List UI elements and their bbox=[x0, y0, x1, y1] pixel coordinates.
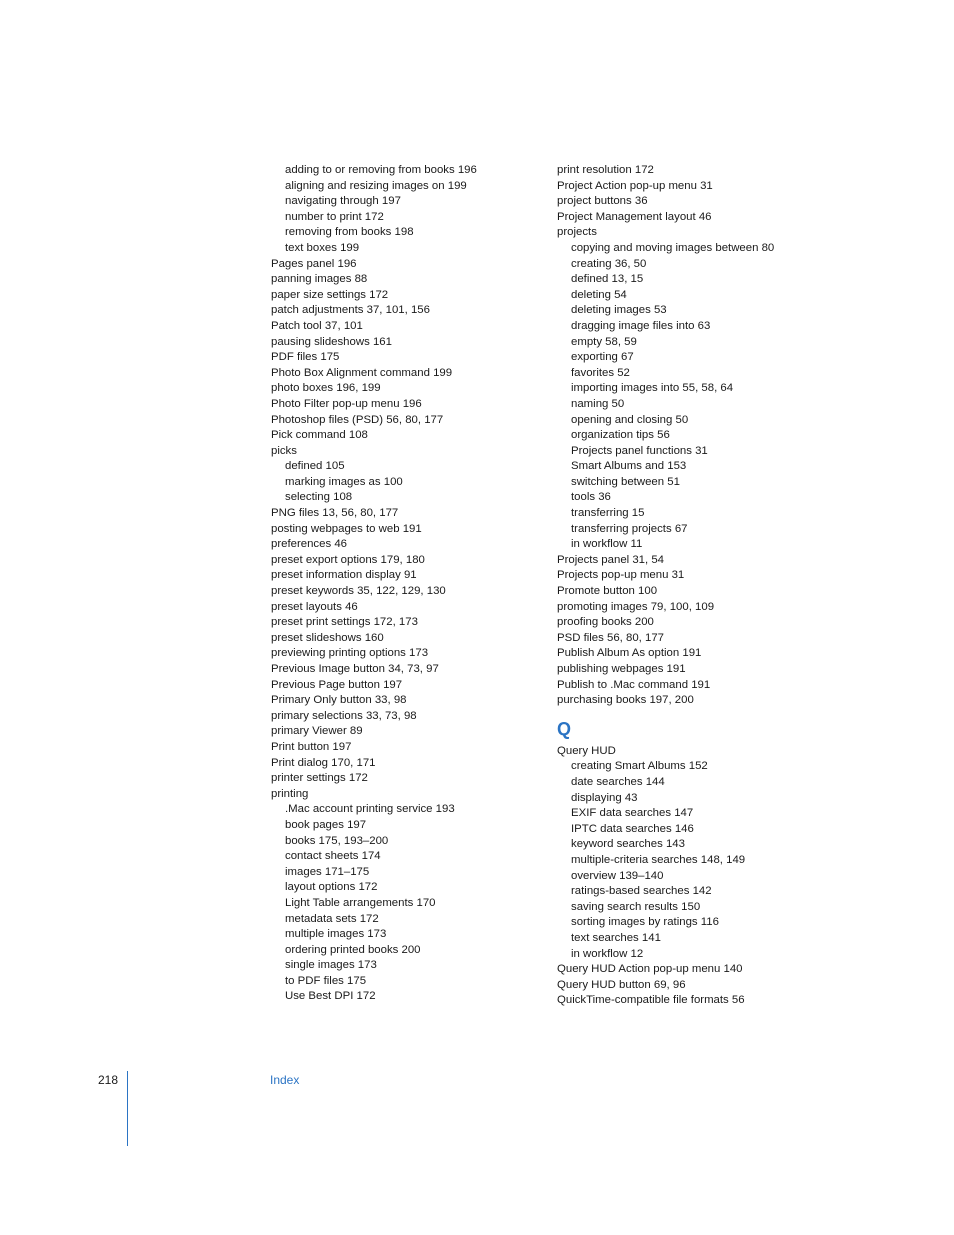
index-subentry: adding to or removing from books 196 bbox=[285, 164, 477, 176]
index-subentry: overview 139–140 bbox=[571, 869, 664, 882]
index-entry: PSD files 56, 80, 177 bbox=[557, 631, 665, 644]
index-entry: patch adjustments 37, 101, 156 bbox=[271, 304, 430, 317]
footer-rule bbox=[127, 1071, 128, 1146]
index-entry: preset keywords 35, 122, 129, 130 bbox=[271, 585, 446, 598]
index-subentry: transferring projects 67 bbox=[571, 522, 688, 535]
index-entry: picks bbox=[271, 444, 297, 457]
index-entry: posting webpages to web 191 bbox=[271, 522, 422, 535]
index-entry: Project Management layout 46 bbox=[557, 210, 712, 223]
index-subentry: EXIF data searches 147 bbox=[571, 807, 694, 820]
index-entry: proofing books 200 bbox=[557, 616, 654, 629]
index-subentry: number to print 172 bbox=[285, 210, 384, 223]
index-entry: project buttons 36 bbox=[557, 195, 648, 208]
index-section-p bbox=[557, 163, 857, 709]
index-entry: primary Viewer 89 bbox=[271, 725, 363, 738]
index-entry: QuickTime-compatible file formats 56 bbox=[557, 994, 745, 1007]
page-number: 218 bbox=[98, 1073, 119, 1087]
index-subentry: marking images as 100 bbox=[285, 475, 403, 488]
index-entry: preset slideshows 160 bbox=[271, 631, 384, 644]
index-subentry: organization tips 56 bbox=[571, 429, 670, 442]
index-subentry: images 171–175 bbox=[285, 865, 370, 878]
index-subentry: Light Table arrangements 170 bbox=[285, 896, 436, 909]
index-subentry: multiple images 173 bbox=[285, 928, 387, 941]
index-entry: Projects panel 31, 54 bbox=[557, 553, 665, 566]
index-entry: promoting images 79, 100, 109 bbox=[557, 600, 715, 613]
index-subentry: dragging image files into 63 bbox=[571, 319, 711, 332]
index-entry: Publish Album As option 191 bbox=[557, 647, 702, 660]
index-entry: pausing slideshows 161 bbox=[271, 335, 392, 348]
index-entry: printing bbox=[271, 787, 309, 800]
index-entry: Projects pop-up menu 31 bbox=[557, 569, 685, 582]
index-subentry: saving search results 150 bbox=[571, 900, 701, 913]
index-entry: PDF files 175 bbox=[271, 351, 340, 364]
index-entry: photo boxes 196, 199 bbox=[271, 382, 381, 395]
index-entry: Primary Only button 33, 98 bbox=[271, 694, 407, 707]
index-entry: panning images 88 bbox=[271, 273, 368, 286]
index-subentry: tools 36 bbox=[571, 491, 611, 504]
index-entry: printer settings 172 bbox=[271, 772, 368, 785]
index-entry: Photo Box Alignment command 199 bbox=[271, 366, 453, 379]
index-entry: preferences 46 bbox=[271, 538, 347, 551]
index-entry: preset export options 179, 180 bbox=[271, 553, 425, 566]
footer-section-label: Index bbox=[270, 1073, 300, 1087]
index-section-q bbox=[557, 744, 857, 1009]
index-entry: primary selections 33, 73, 98 bbox=[271, 709, 417, 722]
index-subentry: in workflow 12 bbox=[571, 947, 644, 960]
index-entry: Query HUD button 69, 96 bbox=[557, 978, 686, 991]
index-entry: print resolution 172 bbox=[557, 164, 654, 176]
index-subentry: layout options 172 bbox=[285, 881, 378, 894]
index-entry: Photoshop files (PSD) 56, 80, 177 bbox=[271, 413, 444, 426]
index-subentry: empty 58, 59 bbox=[571, 335, 637, 348]
index-entry: Query HUD bbox=[557, 744, 616, 757]
index-subentry: aligning and resizing images on 199 bbox=[285, 179, 467, 192]
index-entry: Photo Filter pop-up menu 196 bbox=[271, 397, 422, 410]
index-entry: Previous Image button 34, 73, 97 bbox=[271, 663, 439, 675]
index-entry: Query HUD Action pop-up menu 140 bbox=[557, 963, 743, 976]
index-entry: previewing printing options 173 bbox=[271, 647, 429, 660]
index-subentry: in workflow 11 bbox=[571, 538, 643, 551]
index-subentry: switching between 51 bbox=[571, 475, 680, 488]
index-subentry: Use Best DPI 172 bbox=[285, 990, 376, 1003]
index-entry: publishing webpages 191 bbox=[557, 663, 686, 675]
index-entry: preset information display 91 bbox=[271, 569, 417, 582]
index-entry: Patch tool 37, 101 bbox=[271, 319, 363, 332]
index-entry: Publish to .Mac command 191 bbox=[557, 678, 711, 691]
index-subentry: exporting 67 bbox=[571, 351, 634, 364]
index-entry: Previous Page button 197 bbox=[271, 678, 403, 691]
index-subentry: opening and closing 50 bbox=[571, 413, 689, 426]
index-entry: Promote button 100 bbox=[557, 585, 658, 598]
index-subentry: ratings-based searches 142 bbox=[571, 885, 712, 898]
index-subentry: contact sheets 174 bbox=[285, 850, 381, 863]
index-subentry: deleting images 53 bbox=[571, 304, 667, 317]
index-subentry: metadata sets 172 bbox=[285, 912, 379, 925]
index-subentry: transferring 15 bbox=[571, 507, 645, 520]
index-column-left bbox=[271, 163, 551, 1005]
index-subentry: navigating through 197 bbox=[285, 195, 401, 208]
index-subentry: naming 50 bbox=[571, 397, 625, 410]
index-entry: projects bbox=[557, 226, 597, 239]
index-subentry: date searches 144 bbox=[571, 775, 665, 788]
index-subentry: keyword searches 143 bbox=[571, 838, 685, 851]
index-subentry: creating Smart Albums 152 bbox=[571, 760, 708, 773]
index-subentry: favorites 52 bbox=[571, 366, 630, 379]
index-entry: purchasing books 197, 200 bbox=[557, 694, 694, 707]
index-entry: PNG files 13, 56, 80, 177 bbox=[271, 507, 399, 520]
index-subentry: IPTC data searches 146 bbox=[571, 822, 694, 835]
index-subentry: removing from books 198 bbox=[285, 226, 414, 239]
index-subentry: selecting 108 bbox=[285, 491, 353, 504]
index-subentry: Projects panel functions 31 bbox=[571, 444, 708, 457]
index-subentry: deleting 54 bbox=[571, 288, 627, 301]
index-subentry: book pages 197 bbox=[285, 818, 367, 831]
index-entry: preset print settings 172, 173 bbox=[271, 616, 418, 629]
index-entry: preset layouts 46 bbox=[271, 600, 358, 613]
index-subentry: to PDF files 175 bbox=[285, 974, 367, 987]
index-subentry: .Mac account printing service 193 bbox=[285, 803, 455, 816]
section-letter-q: Q bbox=[557, 718, 572, 739]
index-subentry: importing images into 55, 58, 64 bbox=[571, 382, 734, 395]
index-subentry: text searches 141 bbox=[571, 931, 661, 944]
index-entry: Print dialog 170, 171 bbox=[271, 756, 376, 769]
index-subentry: books 175, 193–200 bbox=[285, 834, 389, 847]
index-entry: Project Action pop-up menu 31 bbox=[557, 179, 713, 192]
index-entry: Pick command 108 bbox=[271, 429, 368, 442]
index-subentry: copying and moving images between 80 bbox=[571, 241, 775, 254]
index-entry: paper size settings 172 bbox=[271, 288, 389, 301]
index-subentry: ordering printed books 200 bbox=[285, 943, 421, 956]
index-subentry: single images 173 bbox=[285, 959, 377, 972]
index-subentry: multiple-criteria searches 148, 149 bbox=[571, 853, 746, 866]
index-subentry: defined 13, 15 bbox=[571, 273, 644, 286]
index-subentry: defined 105 bbox=[285, 460, 345, 473]
index-subentry: sorting images by ratings 116 bbox=[571, 916, 719, 929]
index-entry: Print button 197 bbox=[271, 740, 352, 753]
index-subentry: displaying 43 bbox=[571, 791, 638, 804]
index-column-right bbox=[557, 163, 857, 1009]
index-subentry: Smart Albums and 153 bbox=[571, 460, 687, 473]
index-subentry: text boxes 199 bbox=[285, 241, 360, 254]
index-subentry: creating 36, 50 bbox=[571, 257, 647, 270]
index-entry: Pages panel 196 bbox=[271, 257, 357, 270]
